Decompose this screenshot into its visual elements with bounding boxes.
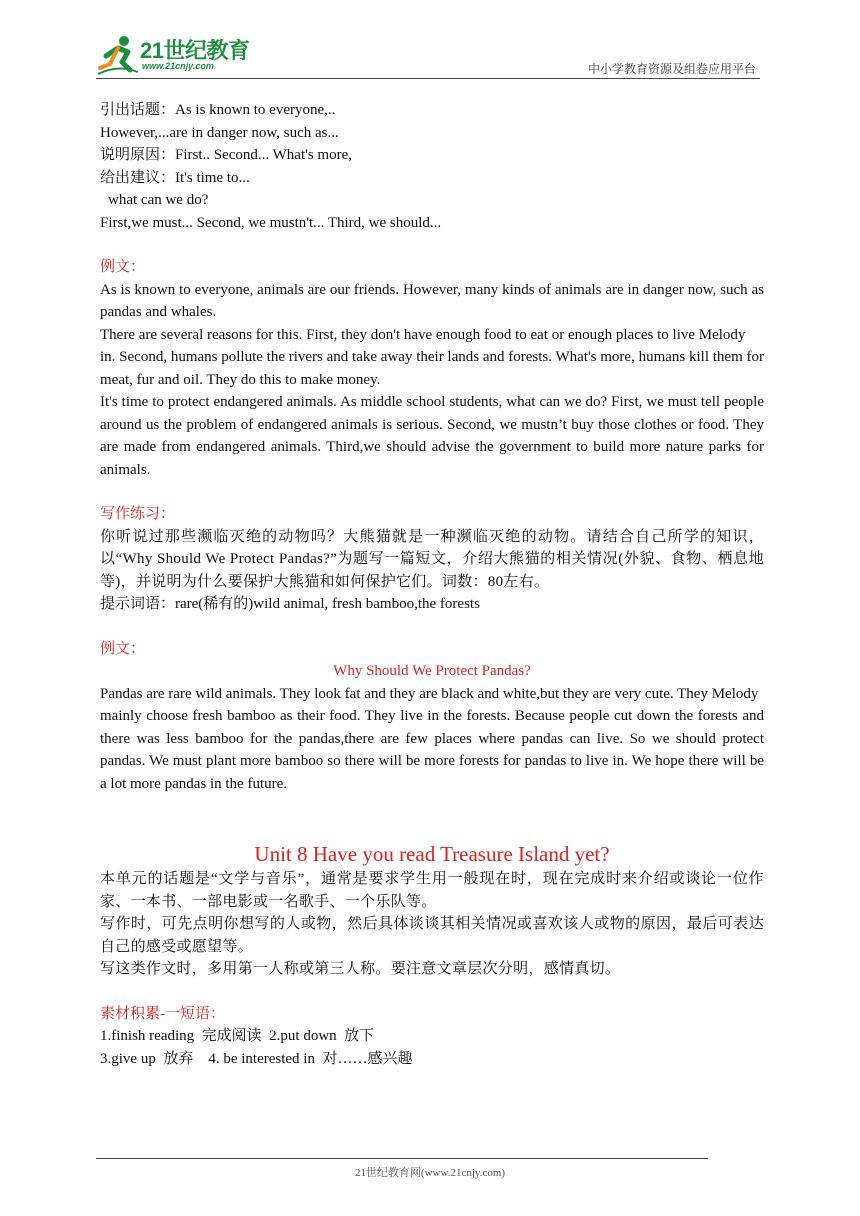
logo-url: www.21cnjy.com bbox=[142, 61, 214, 71]
phrases-line: 1.finish reading 完成阅读 2.put down 放下 bbox=[100, 1028, 375, 1044]
example2-paragraph: Pandas are rare wild animals. They look fat and they are black and white,but they are very cute. They Melody bbox=[100, 685, 759, 702]
practice-hint: 提示词语：rare(稀有的)wild animal, fresh bamboo,the forests bbox=[100, 596, 480, 612]
example1-paragraph: As is known to everyone, animals are our friends. However, many kinds of animals are in danger now, such as pandas and whales. bbox=[100, 281, 764, 320]
outline-line: 说明原因：First.. Second... What's more, bbox=[100, 147, 352, 163]
outline-line: 引出话题：As is known to everyone,.. bbox=[100, 102, 336, 118]
unit-paragraph: 写作时，可先点明你想写的人或物，然后具体谈谈其相关情况或喜欢该人或物的原因，最后可表达自己的感受或愿望等。 bbox=[100, 916, 764, 955]
footer-divider bbox=[96, 1158, 708, 1159]
outline-line: First,we must... Second, we mustn't... Third, we should... bbox=[100, 214, 442, 231]
example2-title: Why Should We Protect Pandas? bbox=[333, 663, 531, 679]
runner-logo-icon bbox=[96, 34, 140, 76]
outline-line: However,...are in danger now, such as... bbox=[100, 124, 339, 141]
example2-label: 例文： bbox=[100, 640, 146, 657]
practice-paragraph: 你听说过那些濒临灭绝的动物吗？大熊猫就是一种濒临灭绝的动物。请结合自己所学的知识，以“Why Should We Protect Pandas?”为题写一篇短文，介绍大熊猫的相关情况(外貌、食物、栖息地等)，并说明为什么要保护大熊猫和如何保护它们。词数：80左右。 bbox=[100, 528, 764, 590]
footer-text: 21世纪教育网(www.21cnjy.com) bbox=[354, 1167, 506, 1179]
example1-paragraph: There are several reasons for this. First, they don't have enough food to eat or enough places to live Melody bbox=[100, 326, 746, 343]
phrases-label: 素材积累-一短语： bbox=[100, 1005, 225, 1022]
phrases-line: 3.give up 放弃 4. be interested in 对……感兴趣 bbox=[100, 1050, 413, 1067]
unit-title: Unit 8 Have you read Treasure Island yet? bbox=[254, 842, 610, 866]
header-divider bbox=[96, 78, 760, 79]
page-header bbox=[96, 30, 760, 80]
example1-paragraph: in. Second, humans pollute the rivers and take away their lands and forests. What's more, humans kill them for meat, fur and oil. They do this to make money. bbox=[100, 349, 764, 388]
example2-paragraph: mainly choose fresh bamboo as their food. They live in the forests. Because people cut down the forests and there was less bamboo for the pandas,there are few places where pandas can live. So we should protect pandas. We must plant more bamboo so there will be more forests for pandas to live in. We hope there will be a lot more pandas in the future. bbox=[100, 708, 764, 792]
example1-label: 例文： bbox=[100, 259, 146, 275]
outline-line: what can we do? bbox=[108, 192, 209, 208]
practice-label: 写作练习： bbox=[100, 506, 176, 522]
header-platform-name: 中小学教育资源及组卷应用平台 bbox=[587, 62, 756, 76]
example1-paragraph: It's time to protect endangered animals. As middle school students, what can we do? First, we must tell people around us the problem of endangered animals is serious. Second, we mustn’t buy those clothes or food. They are made from endangered animals. Third,we should advise the government to build more nature parks for animals. bbox=[100, 394, 764, 478]
unit-paragraph: 本单元的话题是“文学与音乐”，通常是要求学生用一般现在时，现在完成时来介绍或谈论一位作家、一本书、一部电影或一名歌手、一个乐队等。 bbox=[100, 871, 764, 910]
document-body bbox=[100, 99, 764, 1070]
logo-text: 21世纪教育 bbox=[140, 38, 250, 63]
unit-paragraph: 写这类作文时，多用第一人称或第三人称。要注意文章层次分明，感情真切。 bbox=[100, 961, 621, 977]
logo bbox=[96, 34, 266, 76]
outline-line: 给出建议：It's time to... bbox=[100, 169, 250, 186]
